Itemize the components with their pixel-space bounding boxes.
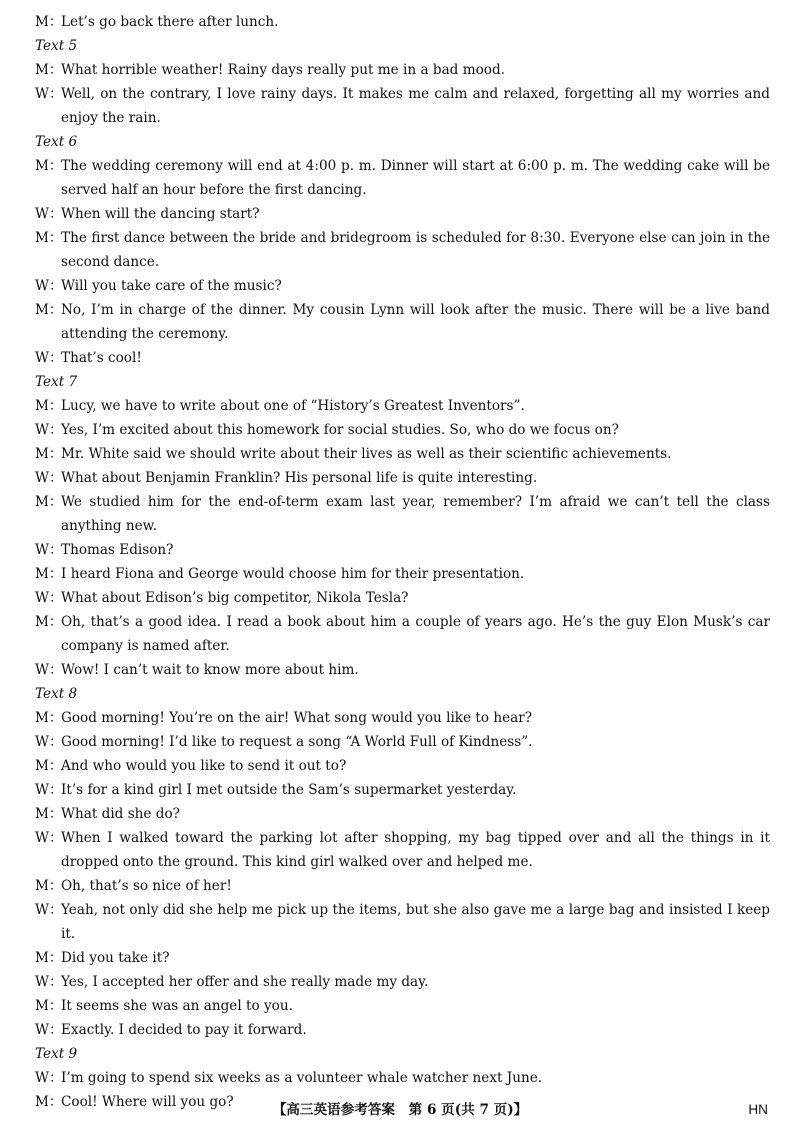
dialogue-text: Did you take it? [61, 950, 170, 966]
speaker-label: M： [35, 230, 63, 246]
speaker-label: W： [35, 470, 63, 486]
dialogue-text: Thomas Edison? [61, 542, 174, 558]
dialogue-line [35, 730, 770, 754]
speaker-label: M： [35, 494, 63, 510]
speaker-label: W： [35, 350, 63, 366]
transcript-page [35, 10, 770, 1114]
dialogue-line [35, 10, 770, 34]
speaker-label: M： [35, 1094, 63, 1110]
speaker-label: W： [35, 1022, 63, 1038]
speaker-label: M： [35, 710, 63, 726]
dialogue-text: It’s for a kind girl I met outside the Sam’s supermarket yesterday. [61, 782, 517, 798]
speaker-label: M： [35, 950, 63, 966]
dialogue-text: What did she do? [61, 806, 180, 822]
dialogue-line [35, 154, 770, 202]
speaker-label: W： [35, 974, 63, 990]
dialogue-line [35, 274, 770, 298]
dialogue-text: I heard Fiona and George would choose him for their presentation. [61, 566, 525, 582]
dialogue-text: That’s cool! [61, 350, 142, 366]
dialogue-text: I’m going to spend six weeks as a volunteer whale watcher next June. [61, 1070, 543, 1086]
dialogue-line [35, 346, 770, 370]
dialogue-text: Will you take care of the music? [61, 278, 282, 294]
speaker-label: W： [35, 542, 63, 558]
dialogue-line [35, 970, 770, 994]
dialogue-line [35, 706, 770, 730]
dialogue-text: Good morning! You’re on the air! What song would you like to hear? [61, 710, 533, 726]
speaker-label: M： [35, 158, 63, 174]
speaker-label: W： [35, 662, 63, 678]
section-heading: Text 6 [35, 134, 78, 150]
speaker-label: W： [35, 1070, 63, 1086]
section-heading: Text 5 [35, 38, 78, 54]
dialogue-line [35, 418, 770, 442]
speaker-label: M： [35, 398, 63, 414]
section-heading: Text 9 [35, 1046, 78, 1062]
dialogue-line [35, 82, 770, 130]
dialogue-text: Yes, I accepted her offer and she really made my day. [61, 974, 429, 990]
speaker-label: M： [35, 758, 63, 774]
dialogue-line [35, 226, 770, 274]
speaker-label: W： [35, 590, 63, 606]
dialogue-text: Good morning! I’d like to request a song “A World Full of Kindness”. [61, 734, 533, 750]
speaker-label: W： [35, 86, 63, 102]
dialogue-line [35, 58, 770, 82]
speaker-label: W： [35, 734, 63, 750]
speaker-label: M： [35, 446, 63, 462]
dialogue-line [35, 994, 770, 1018]
dialogue-line [35, 466, 770, 490]
dialogue-text: And who would you like to send it out to? [61, 758, 347, 774]
speaker-label: W： [35, 830, 63, 846]
speaker-label: M： [35, 878, 63, 894]
speaker-label: M： [35, 14, 63, 30]
dialogue-text: Cool! Where will you go? [61, 1094, 234, 1110]
dialogue-text: The first dance between the bride and bridegroom is scheduled for 8:30. Everyone else can join in the second dance. [61, 230, 770, 270]
dialogue-text: What horrible weather! Rainy days really put me in a bad mood. [61, 62, 505, 78]
dialogue-text: When I walked toward the parking lot after shopping, my bag tipped over and all the things in it dropped onto the ground. This kind girl walked over and helped me. [61, 830, 770, 870]
dialogue-line [35, 202, 770, 226]
dialogue-text: Well, on the contrary, I love rainy days. It makes me calm and relaxed, forgetting all my worries and enjoy the rain. [61, 86, 770, 126]
dialogue-line [35, 1018, 770, 1042]
speaker-label: M： [35, 566, 63, 582]
speaker-label: M： [35, 998, 63, 1014]
dialogue-line [35, 658, 770, 682]
dialogue-text: Oh, that’s a good idea. I read a book about him a couple of years ago. He’s the guy Elon Musk’s car company is named after. [61, 614, 770, 654]
footer-page-label: 【高三英语参考答案 第 6 页(共 7 页)】 [272, 1102, 528, 1118]
dialogue-line [35, 946, 770, 970]
dialogue-line [35, 754, 770, 778]
dialogue-line [35, 874, 770, 898]
dialogue-line [35, 562, 770, 586]
dialogue-line [35, 1066, 770, 1090]
speaker-label: M： [35, 302, 63, 318]
dialogue-text: Lucy, we have to write about one of “History’s Greatest Inventors”. [61, 398, 525, 414]
dialogue-line [35, 802, 770, 826]
speaker-label: W： [35, 422, 63, 438]
speaker-label: W： [35, 278, 63, 294]
dialogue-line [35, 586, 770, 610]
dialogue-text: Yes, I’m excited about this homework for social studies. So, who do we focus on? [61, 422, 619, 438]
dialogue-line [35, 490, 770, 538]
dialogue-text: Yeah, not only did she help me pick up the items, but she also gave me a large bag and insisted I keep it. [61, 902, 770, 942]
section-heading: Text 8 [35, 686, 78, 702]
section-heading: Text 7 [35, 374, 78, 390]
footer-region-code: HN [748, 1102, 768, 1117]
page-footer [0, 1098, 800, 1122]
dialogue-text: No, I’m in charge of the dinner. My cousin Lynn will look after the music. There will be a live band attending the ceremony. [61, 302, 770, 342]
dialogue-text: Oh, that’s so nice of her! [61, 878, 232, 894]
speaker-label: M： [35, 614, 63, 630]
dialogue-line [35, 298, 770, 346]
dialogue-text: We studied him for the end-of-term exam last year, remember? I’m afraid we can’t tell the class anything new. [61, 494, 770, 534]
dialogue-line [35, 394, 770, 418]
dialogue-text: Exactly. I decided to pay it forward. [61, 1022, 307, 1038]
dialogue-line [35, 778, 770, 802]
speaker-label: M： [35, 806, 63, 822]
dialogue-text: Wow! I can’t wait to know more about him. [61, 662, 359, 678]
dialogue-text: When will the dancing start? [61, 206, 260, 222]
speaker-label: M： [35, 62, 63, 78]
dialogue-text: What about Benjamin Franklin? His personal life is quite interesting. [61, 470, 538, 486]
dialogue-text: The wedding ceremony will end at 4:00 p. m. Dinner will start at 6:00 p. m. The wedding cake will be served half an hour before the first dancing. [61, 158, 770, 198]
speaker-label: W： [35, 206, 63, 222]
speaker-label: W： [35, 902, 63, 918]
dialogue-line [35, 538, 770, 562]
dialogue-text: Mr. White said we should write about their lives as well as their scientific achievements. [61, 446, 672, 462]
dialogue-text: Let’s go back there after lunch. [61, 14, 279, 30]
dialogue-line [35, 442, 770, 466]
dialogue-line [35, 826, 770, 874]
dialogue-line [35, 898, 770, 946]
speaker-label: W： [35, 782, 63, 798]
dialogue-text: It seems she was an angel to you. [61, 998, 293, 1014]
dialogue-line [35, 610, 770, 658]
dialogue-text: What about Edison’s big competitor, Nikola Tesla? [61, 590, 409, 606]
